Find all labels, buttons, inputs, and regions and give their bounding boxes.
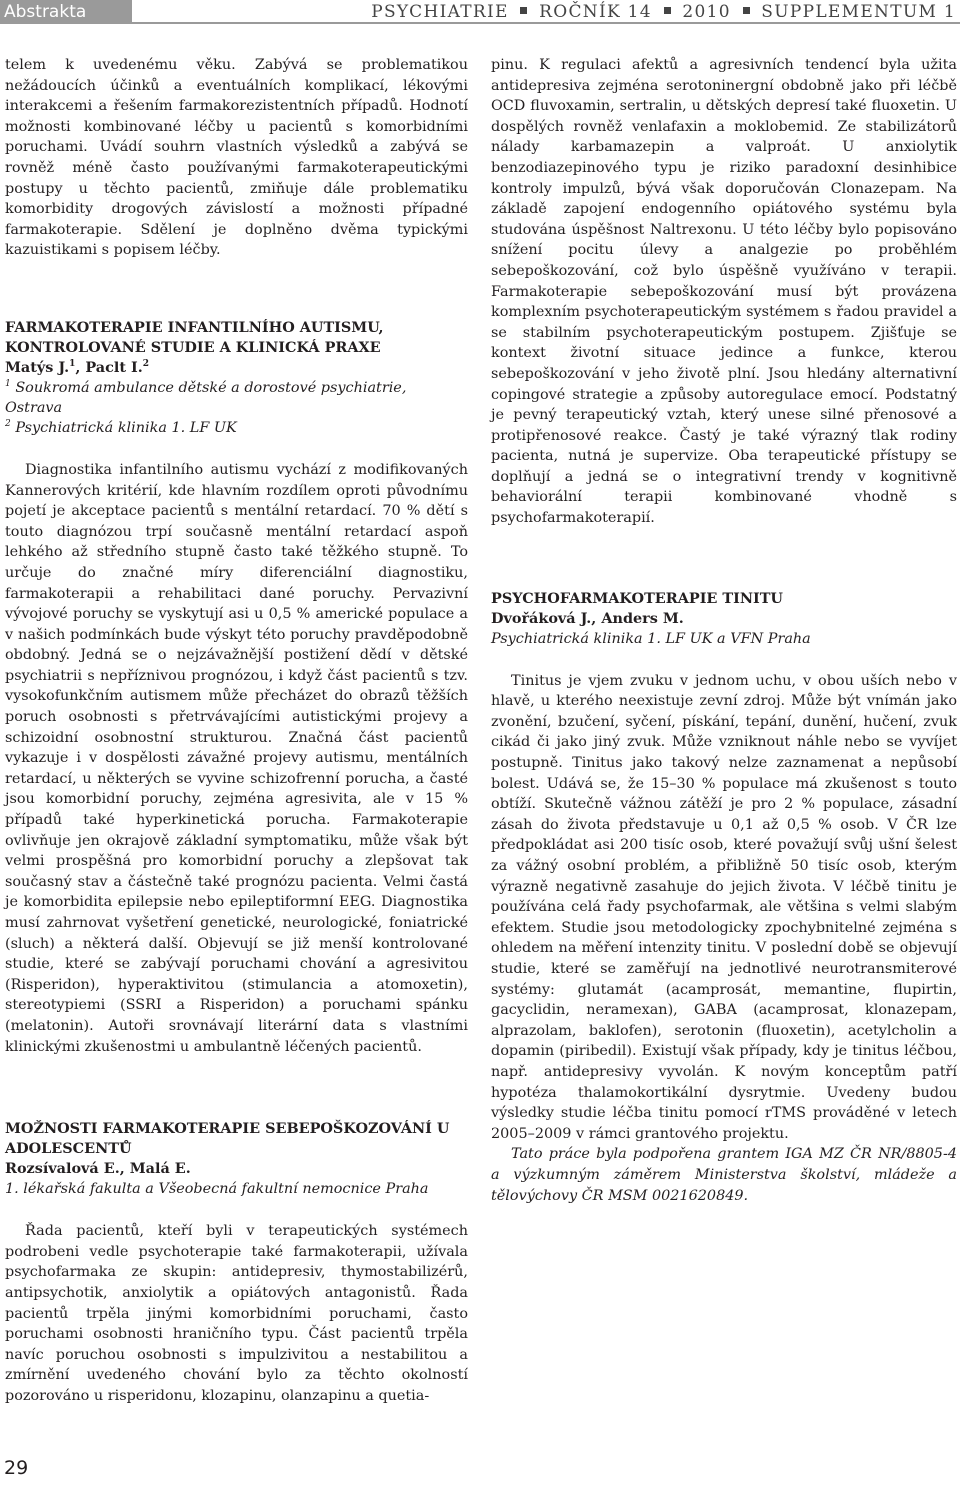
- journal-name: PSYCHIATRIE: [371, 2, 509, 22]
- acknowledgement: Tato práce byla podpořena grantem IGA MZ ČR NR/8805-4 a výzkumným záměrem Ministerstva školství, mládeže a tělovýchovy ČR MSM 0021620849.: [491, 1146, 957, 1204]
- author-name: Paclt I.: [85, 358, 143, 376]
- author-separator: ,: [75, 358, 86, 376]
- continuation-paragraph: pinu. K regulaci afektů a agresivních tendencí byla užita antidepresiva zejména serotoninergní obdobně jako při léčbě OCD fluvoxamin, sertralin, u dětských depresí také fluoxetin. U dospělých rovněž venlafaxin a moklobemid. Ze stabilizátorů nálady karbamazepin a valproát. U anxiolytik benzodiazepinového typu je riziko paradoxní desinhibice kontroly impulzů, bývá však doporučován Clonazepam. Na základě zapojení endogenního opiátového systému byla studována úspěšnost Naltrexonu. U této léčby bylo popisováno snížení pocitu úlevy a analgezie po proběhlém sebepoškozování, což bylo úspěšně využíváno v terapii. Farmakoterapie sebepoškozování musí být provázena komplexním psychoterapeutickým systémem s řadou pravidel a se stabilním psychoterapeutickým postupem. Zjišťuje se kontext životní situace jedince a funkce, kterou sebepoškozování v jeho životě plní. Jsou hledány alternativní copingové strategie a způsoby autoregulace emocí. Podstatný je pevný terapeutický vztah, který unese silné přenosové a protipřenosové reakce. Častý je také výrazný tlak rodiny pacienta, nutná je supervize. Oba terapeutické přístupy se doplňují a jedná se o integrativní trendy v kognitivně behaviorální terapii kombinované vhodně s psychofarmakoterapií.: [491, 57, 957, 527]
- right-column: [491, 55, 957, 1206]
- article-affiliation: 1. lékařská fakulta a Všeobecná fakultní nemocnice Praha: [5, 1181, 429, 1198]
- article-body: Diagnostika infantilního autismu vychází z modifikovaných Kannerových kritérií, kde hlavním rozdílem oproti původnímu pojetí je akceptace pacientů s mentální retardací. 70 % dětí s touto diagnózou trpí současně mentální retardací aspoň lehkého až středního stupně často také těžkého stupně. To určuje do značné míry diferenciální diagnostiku, farmakoterapii a rehabilitaci dané poruchy. Pervazivní vývojové poruchy se vyskytují asi u 0,5 % americké populace a v našich podmínkách bude výskyt této poruchy pravděpodobně obdobný. Jedná se o nejzávažnější postižení dědí v dětské psychiatrii s nepříznivou prognózou, i když část pacientů s tzv. vysokofunkčním autismem může přecházet do obrazů těžších poruch osobnosti s přetrvávajícími autistickými projevy a schizoidní osobnostní strukturou. Značná část pacientů vykazuje i v dospělosti závažné projevy autismu, mentálních retardací, u některých se vyvine schizofrenní porucha, a časté jsou komorbidní poruchy, zejména agresivita, ale v 15 % případů také hyperkinetická porucha. Farmakoterapie ovlivňuje jen okrajově základní symptomatiku, může však být velmi prospěšná pro komorbidní poruchy a zlepšovat tak současný stav a částečně také prognózu pacienta. Velmi častá je komorbidita epilepsie nebo epileptiformní EEG. Diagnostika musí zahrnovat vyšetření genetické, neurologické, foniatrické (sluch) a některá další. Objevují se již menší kontrolované studie, které se zabývají poruchami chování a agresivitou (Risperidon), hyperaktivitou (stimulancia a atomoxetin), stereotypiemi (SSRI a Risperidon) a poruchami spánku (melatonin). Autoři srovnávají literární data s vlastními klinickými zkušenostmi u ambulantně léčených pacientů.: [5, 461, 468, 1055]
- year-label: 2010: [682, 2, 731, 22]
- author-sup: 1: [69, 359, 76, 370]
- article-affiliation: [5, 418, 468, 438]
- intro-paragraph: telem k uvedenému věku. Zabývá se problematikou nežádoucích účinků a eventuálních komplikací, lékovými interakcemi a řešením farmakorezistentních případů. Hodnotí možnosti kombinované léčby u pacientů s komorbidními poruchami. Uvádí souhrn vlastních výsledků a zabývá se rovněž méně často používanými farmakoterapeutickými postupy u těchto pacientů, zmiňuje dále problematiku komorbidity drogových závislostí a možnosti případné farmakoterapie. Sdělení je doplněno dvěma typickými kazuistikami s popisem léčby.: [5, 57, 468, 259]
- article-title: MOŽNOSTI FARMAKOTERAPIE SEBEPOŠKOZOVÁNÍ U ADOLESCENTŮ: [5, 1120, 450, 1158]
- affiliation-text: Soukromá ambulance dětské a dorostové psychiatrie, Ostrava: [5, 379, 407, 416]
- author-name: Matýs J.: [5, 358, 70, 376]
- article-affiliation: Psychiatrická klinika 1. LF UK a VFN Praha: [491, 630, 811, 647]
- running-header: [371, 0, 956, 24]
- article-body: Tinitus je vjem zvuku v jednom uchu, v obou uších nebo v hlavě, u kterého neexistuje zevní zdroj. Může být vnímán jako zvonění, bzučení, syčení, pískání, tepání, dunění, hučení, zvuk cikád či jako jiný zvuk. Může vzniknout náhle nebo se vyvíjet postupně. Tinitus jako takový nelze zaznamenat a nepůsobí bolest. Udává se, že 15–30 % populace má zkušenost s touto obtíží. Skutečně vážnou zátěží je pro 2 % populace, zásadní zásah do života představuje u 0,1 až 0,5 % osob. V ČR lze předpokládat asi 200 tisíc osob, které považují svůj ušní šelest za vážný osobní problém, a přibližně 50 tisíc osob, kterým výrazně negativně zasahuje do jejich života. V léčbě tinitu je používána celá řady psychofarmak, ale většina s velmi slabým efektem. Studie jsou metodologicky zpochybnitelné zejména s ohledem na měření intenzity tinitu. V poslední době se objevují studie, které se zaměřují na jednotlivé neurotransmiterové systémy: glutamát (acamprosát, memantine, flupirtin, gacyclidin, neramexan), GABA (acamprosat, klonazepam, alprazolam, baklofen), serotonin (fluoxetin), acetylcholin a dopamin (piribedil). Existují však případy, kdy je tinitus léčbou, např. antidepresivy vyvolán. K novým konceptům patří hypotéza thalamokortikální dysrytmie. Uvedeny budou výsledky studie léčba tinitu pomocí rTMS prováděné v letech 2005–2009 v rámci grantového projektu.: [491, 672, 957, 1142]
- article-authors: [5, 358, 468, 378]
- article-affiliation: [5, 378, 468, 418]
- square-bullet-icon: [664, 7, 671, 14]
- page-number: 29: [4, 1457, 29, 1479]
- article-authors: Rozsívalová E., Malá E.: [5, 1160, 191, 1178]
- section-tag: Abstrakta: [0, 0, 132, 24]
- supplement-label: SUPPLEMENTUM 1: [761, 2, 956, 22]
- square-bullet-icon: [520, 7, 527, 14]
- affiliation-sup: 1: [5, 379, 11, 390]
- article-body: Řada pacientů, kteří byli v terapeutických systémech podrobeni vedle psychoterapie také farmakoterapii, užívala psychofarmaka ze skupin: antidepresiv, thymostabilizérů, antipsychotik, anxiolytik a opiátových antagonistů. Řada pacientů trpěla jinými komorbidními poruchami, často poruchami osobnosti hraničního typu. Část pacientů trpěla navíc poruchou osobnosti s impulzivitou a nestabilitou a zmírnění uvedeného chování bylo za těchto okolností pozorováno u risperidonu, klozapinu, olanzapinu a quetia-: [5, 1223, 468, 1404]
- article-authors: Dvořáková J., Anders M.: [491, 609, 684, 627]
- square-bullet-icon: [743, 7, 750, 14]
- article-title: PSYCHOFARMAKOTERAPIE TINITU: [491, 589, 783, 607]
- affiliation-sup: 2: [5, 419, 11, 430]
- volume-label: ROČNÍK 14: [539, 2, 652, 22]
- article-title: FARMAKOTERAPIE INFANTILNÍHO AUTISMU, KONTROLOVANÉ STUDIE A KLINICKÁ PRAXE: [5, 318, 384, 356]
- author-sup: 2: [142, 359, 150, 370]
- affiliation-text: Psychiatrická klinika 1. LF UK: [15, 419, 237, 436]
- left-column: [5, 55, 468, 1407]
